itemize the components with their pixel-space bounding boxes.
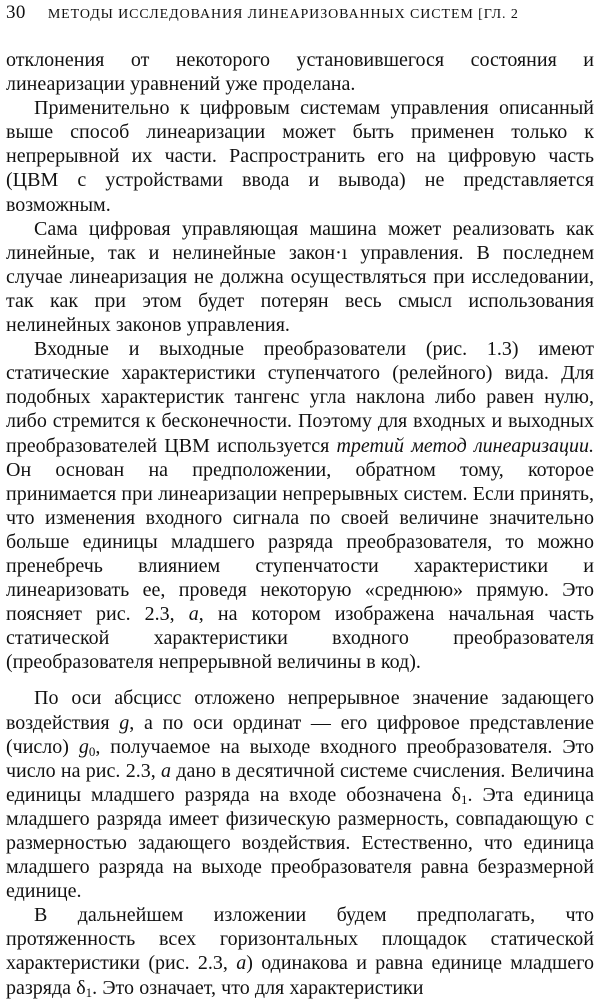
delta-subscript: 1 <box>85 984 93 1000</box>
paragraph-5-text-d: дано в десятичной системе счисления. Величина единицы младшего разряда на входе обозначена δ <box>6 759 594 806</box>
variable-g0-subscript: 0 <box>88 743 96 759</box>
paragraph-4-text-a: Входные и выходные преобразователи (рис. 1.3) имеют статические характеристики ступенчатого (релейного) вида. Для подобных характеристик тангенс угла наклона либо равен нулю, либо стремится к бесконечности. Поэтому для входных и выходных преобразователей ЦВМ используется <box>6 338 594 457</box>
paragraph-5-text-a: По оси абсцисс отложено непрерывное значение задающего воздействия <box>6 687 594 734</box>
italic-term: третий метод линеаризации. <box>336 434 594 457</box>
delta-subscript: 1 <box>461 791 468 807</box>
paragraph-6-text-c: . Это означает, что для характеристики <box>92 976 424 999</box>
paragraph-5-text-e: . Эта единица младшего разряда имеет физическую размерность, совпадающую с размерностью задающего воздействия. Естественно, что единица младшего разряда на выходе преобразователя равна безразмерной единице. <box>6 783 594 903</box>
paragraph-3-text: Сама цифровая управляющая машина может реализовать как линейные, так и нелинейные закон·ı управления. В последнем случае линеаризация не должна осуществляться при исследовании, так как при этом будет потерян весь смысл использования нелинейных законов управления. <box>6 217 594 337</box>
paragraph-6-text-a: В дальнейшем изложении будем предполагать, что протяженность всех горизонтальных площадок статической характеристики (рис. 2.3, <box>6 904 594 975</box>
paragraph-2-text: Применительно к цифровым системам управления описанный выше способ линеаризации может быть применен только к непрерывной их части. Распространить его на цифровую часть (ЦВМ с устройствами ввода и вывода) не представляется возможным. <box>6 97 594 216</box>
paragraph-3 <box>6 217 594 337</box>
paragraph-1 <box>6 48 594 96</box>
paragraph-5-text-b: , а по оси ординат — его цифровое представление (число) <box>6 711 594 758</box>
figure-letter: а <box>161 759 171 782</box>
paragraph-4-text-c: , на котором изображена начальная часть статической характеристики входного преобразователя (преобразователя непрерывной величины в код). <box>6 603 594 674</box>
figure-letter: а <box>188 603 199 626</box>
variable-g0: g <box>78 735 89 758</box>
paragraph-4-text-b: Он основан на предположении, обратном тому, которое принимается при линеаризации непрерывных систем. Если принять, что изменения входного сигнала по своей величине значительно больше единицы младшего разряда преобразователя, то можно пренебречь влиянием ступенчатости характеристики и линеаризовать ее, проведя некоторую «среднюю» прямую. Это поясняет рис. 2.3, <box>6 458 594 626</box>
paragraph-6 <box>6 903 594 999</box>
figure-letter: а <box>236 952 247 975</box>
page-number: 30 <box>6 2 26 23</box>
paragraph-1-text: отклонения от некоторого установившегося состояния и линеаризации уравнений уже проделана. <box>6 49 594 96</box>
paragraph-2 <box>6 96 594 216</box>
paragraph-5 <box>6 686 594 903</box>
paragraph-5-text-c: , получаемое на выходе входного преобразователя. Это число на рис. 2.3, <box>6 735 595 782</box>
running-title: МЕТОДЫ ИССЛЕДОВАНИЯ ЛИНЕАРИЗОВАННЫХ СИСТЕМ [ГЛ. 2 <box>47 7 519 22</box>
paragraph-4 <box>6 337 594 674</box>
running-head <box>6 2 594 28</box>
variable-g: g <box>119 711 130 734</box>
paragraph-6-text-b: ) одинакова и равна единице младшего разряда δ <box>6 952 594 999</box>
body-text <box>6 48 594 1000</box>
